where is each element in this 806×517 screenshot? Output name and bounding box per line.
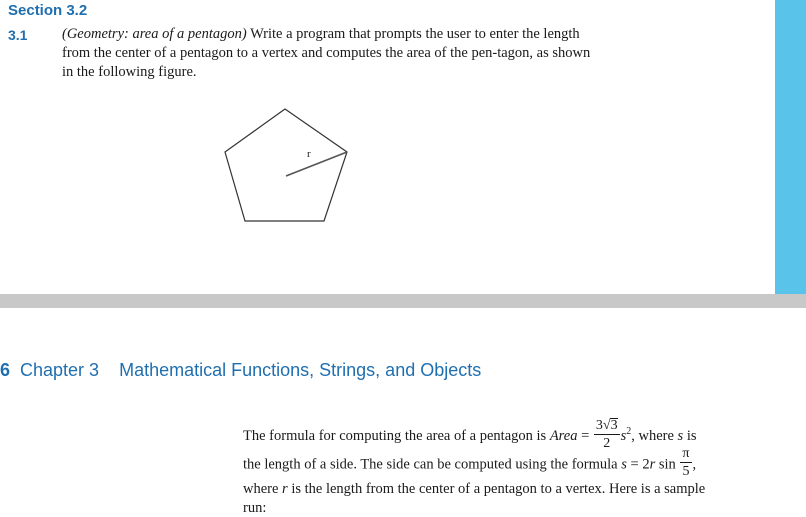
formula-line-2 — [243, 446, 697, 481]
chapter-title: Mathematical Functions, Strings, and Objects — [119, 360, 482, 380]
text-run: is the length from the center of a pentagon to a vertex. Here is a sample — [287, 481, 706, 497]
pentagon-shape — [225, 109, 347, 221]
page-edge-band — [775, 0, 806, 297]
text-run: , where — [631, 427, 678, 444]
pi-fraction — [680, 447, 691, 479]
exponent: 2 — [626, 426, 632, 437]
text-run: , — [692, 456, 697, 473]
text-run: = 2 — [626, 456, 650, 473]
side-variable: s — [677, 427, 684, 444]
fraction-denominator: 2 — [603, 436, 611, 451]
radius-line — [286, 152, 347, 176]
pi-symbol: π — [682, 446, 690, 461]
problem-statement — [62, 25, 602, 82]
problem-body: Write a program that prompts the user to enter the length from the center of a pentagon to a vertex and computes the area of the pen-tagon, as shown in the following figure. — [62, 26, 591, 80]
text-run: The formula for computing the area of a pentagon is — [243, 427, 550, 444]
textbook-page-bottom — [0, 308, 806, 517]
section-heading: Section 3.2 — [8, 2, 88, 19]
side-variable: s — [620, 427, 627, 444]
pi-denominator: 5 — [682, 464, 690, 479]
chapter-label: Chapter 3 — [20, 360, 100, 380]
page-separator — [0, 294, 806, 308]
fraction-coefficient: 3 — [595, 418, 603, 433]
radius-variable: r — [649, 456, 656, 473]
problem-number: 3.1 — [8, 27, 28, 43]
formula-line-4: run: — [243, 500, 267, 516]
pentagon-figure — [222, 105, 352, 225]
sin-function: sin — [655, 456, 680, 473]
formula-line-3 — [243, 481, 705, 498]
text-run: the length of a side. The side can be computed using the formula — [243, 456, 622, 473]
area-fraction: $\frac{3√3}{2}$ — [595, 418, 618, 451]
text-run: where — [243, 481, 283, 497]
text-run: is — [683, 427, 697, 444]
side-variable: s — [621, 456, 627, 473]
sqrt-radicand: 3 — [610, 418, 618, 433]
page-number: 6 — [0, 360, 11, 380]
area-variable: Area — [549, 427, 578, 444]
equals-sign: = — [577, 427, 593, 444]
chapter-header — [0, 360, 481, 381]
radius-variable: r — [282, 481, 288, 497]
problem-title: (Geometry: area of a pentagon) — [62, 26, 247, 42]
radius-label: r — [307, 148, 311, 160]
